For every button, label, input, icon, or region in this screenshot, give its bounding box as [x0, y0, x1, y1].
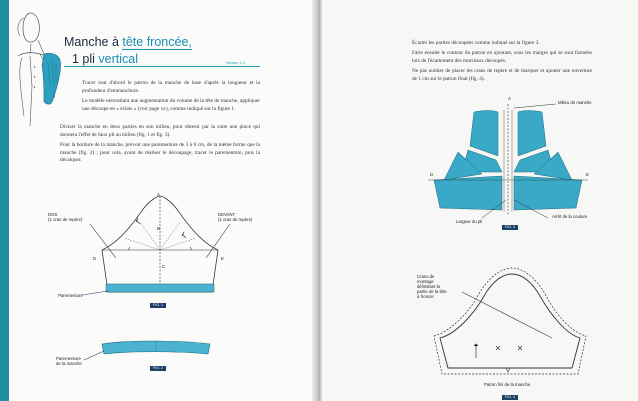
figure-1-sleeve-pattern — [80, 192, 240, 302]
pt-b-fig1: B — [157, 226, 160, 231]
pt-a-fig1: A — [157, 192, 160, 197]
left-page — [0, 0, 318, 401]
title-line2-accent: vertical — [98, 52, 138, 66]
pt-e-fig1: E — [221, 256, 224, 261]
right-page — [322, 0, 638, 401]
right-para-1: Écarter les parties découpées comme indiqué sur la figure 3. — [412, 40, 540, 46]
pt-a-fig3: A — [508, 96, 511, 101]
fig4-badge: FIG. 4 — [502, 395, 518, 400]
label-dos: DOS (1 cran de repère) — [48, 212, 83, 222]
right-para-3: Ne pas oublier de placer les crans de repère et de marquer et ajouter une ouverture de 1 cm sur le patron final (fig. 4). — [412, 68, 592, 82]
label-arret-couture: Arrêt de la couture — [552, 214, 588, 219]
title-line1-prefix: Manche à — [64, 35, 123, 49]
label-parementure: Parementure — [58, 293, 83, 298]
pt-c-fig1: C — [162, 264, 166, 269]
left-para-4: Pour la bordure de la manche, prévoir une parementure de 3 à 6 cm, de la même forme que la manche (fig. 2) ; pour cela, avant de réaliser le découpage, tracer le parementure, puis la décalquer. — [60, 142, 260, 164]
label-milieu-manche: Milieu de manche — [558, 100, 592, 105]
fig2-badge: FIG. 2 — [150, 366, 166, 371]
label-crans-montage: Crans de montage délimitant la partie de la tête à froncer — [417, 274, 447, 299]
title-line1-accent: tête froncée, — [122, 35, 192, 49]
figure-3-spread-sleeve — [422, 100, 594, 220]
fashion-sketch-illustration — [4, 6, 66, 136]
right-para-2: Faire ensuite le contour du patron en ajoutant, sous les marges qui se sont formées lors de l'écartement des morceaux découpés. — [412, 50, 592, 64]
title-rule — [64, 66, 260, 67]
fig3-badge: FIG. 3 — [502, 225, 518, 230]
chapter-title — [64, 34, 192, 68]
parementure-manche-leader — [82, 348, 106, 362]
left-para-3: Diviser la manche en deux parties en son milieu, pour obtenir par la suite une pince qui donnera l'effet de faux pli au milieu (fig. 1 et fig. 3). — [60, 124, 260, 138]
pt-d-fig1: D — [93, 256, 97, 261]
left-para-1: Tracer tout d'abord le patron de la manche de base d'après la longueur et la profondeur d'emmanchure. — [82, 80, 260, 94]
title-level-tag: Niveau 1-2 — [226, 60, 246, 65]
pt-e-fig3: E — [586, 172, 589, 177]
figure-2-facing — [98, 338, 214, 358]
label-patron-fini: Patron fini de la manche. — [484, 382, 532, 387]
label-devant: DEVANT (1 cran de repère) — [218, 212, 253, 222]
parementure-leader — [80, 288, 110, 298]
left-para-2: Le modèle nécessitant une augmentation du volume de la tête de manche, appliquer une découpe en « éclats » (voir page xx), comme indiqué sur la figure 1. — [82, 98, 260, 112]
pt-d-fig3: D — [430, 172, 434, 177]
title-line2-prefix: 1 pli — [72, 52, 99, 66]
fig1-badge: FIG. 1 — [150, 303, 166, 308]
label-parementure-manche: Parementure de la manche — [56, 356, 82, 366]
label-largeur-pli: Largeur du pli — [456, 219, 483, 224]
